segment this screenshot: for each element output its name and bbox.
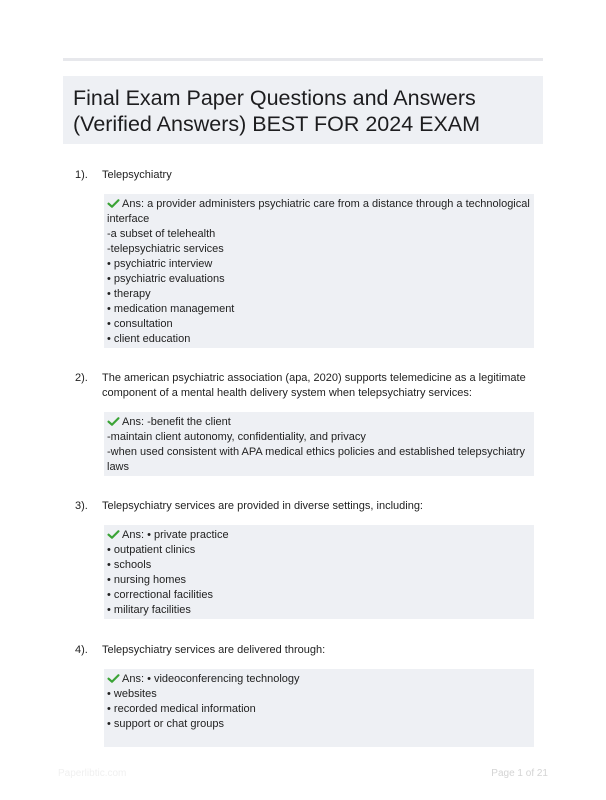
question-text-line: The american psychiatric association (apa, 2020) supports telemedicine as a legitimate — [102, 372, 526, 384]
answer-line: • consultation — [107, 318, 173, 330]
page-number: Page 1 of 21 — [491, 768, 548, 779]
answer-line: • recorded medical information — [107, 703, 256, 715]
answer-line: -a subset of telehealth — [107, 228, 216, 240]
answer-line: • client education — [107, 333, 191, 345]
answer-line: -telepsychiatric services — [107, 243, 224, 255]
question-text-line: component of a mental health delivery system when telepsychiatry services: — [102, 387, 472, 399]
question-text-line: Telepsychiatry services are provided in diverse settings, including: — [102, 500, 423, 512]
answer-line: -maintain client autonomy, confidentiality, and privacy — [107, 431, 366, 443]
answer-line: • therapy — [107, 288, 151, 300]
question-text — [102, 168, 534, 183]
question-number: 1). — [75, 169, 88, 181]
question-text — [102, 499, 534, 514]
question-number: 2). — [75, 372, 88, 384]
question-number: 3). — [75, 500, 88, 512]
answer-box — [104, 525, 534, 619]
document-title-line-2: (Verified Answers) BEST FOR 2024 EXAM — [73, 112, 481, 136]
answer-line: • outpatient clinics — [107, 544, 196, 556]
document-title-banner — [63, 76, 543, 144]
answer-line-text: Ans: -benefit the client — [122, 416, 231, 428]
answer-line: • correctional facilities — [107, 589, 213, 601]
answer-line — [107, 197, 530, 212]
checkmark-icon — [107, 417, 120, 426]
answer-line: • psychiatric interview — [107, 258, 213, 270]
checkmark-icon — [107, 674, 120, 683]
answer-line: -when used consistent with APA medical ethics policies and established telepsychiatry — [107, 446, 526, 458]
answer-line-text: Ans: • videoconferencing technology — [122, 673, 300, 685]
question-text — [102, 643, 534, 658]
answer-line: • nursing homes — [107, 574, 187, 586]
answer-line — [107, 528, 530, 543]
question-text-line: Telepsychiatry — [102, 169, 172, 181]
answer-line: laws — [107, 461, 130, 473]
answer-box — [104, 669, 534, 747]
answer-line: interface — [107, 213, 150, 225]
answer-line: • support or chat groups — [107, 718, 224, 730]
checkmark-icon — [107, 530, 120, 539]
answer-line: • websites — [107, 688, 157, 700]
document-title-line-1: Final Exam Paper Questions and Answers — [73, 86, 476, 110]
answer-box — [104, 194, 534, 348]
answer-line: • schools — [107, 559, 152, 571]
question-number: 4). — [75, 644, 88, 656]
answer-line: • military facilities — [107, 604, 191, 616]
answer-line-text: Ans: • private practice — [122, 529, 229, 541]
top-divider — [63, 58, 543, 61]
answer-line: • medication management — [107, 303, 235, 315]
checkmark-icon — [107, 199, 120, 208]
question-text — [102, 371, 534, 401]
question-text-line: Telepsychiatry services are delivered through: — [102, 644, 326, 656]
answer-line-text: Ans: a provider administers psychiatric care from a distance through a technological — [122, 198, 530, 210]
answer-line — [107, 672, 530, 687]
answer-box — [104, 412, 534, 476]
answer-line: • psychiatric evaluations — [107, 273, 225, 285]
watermark-text: Paperlibtic.com — [58, 768, 127, 779]
answer-line — [107, 415, 530, 430]
